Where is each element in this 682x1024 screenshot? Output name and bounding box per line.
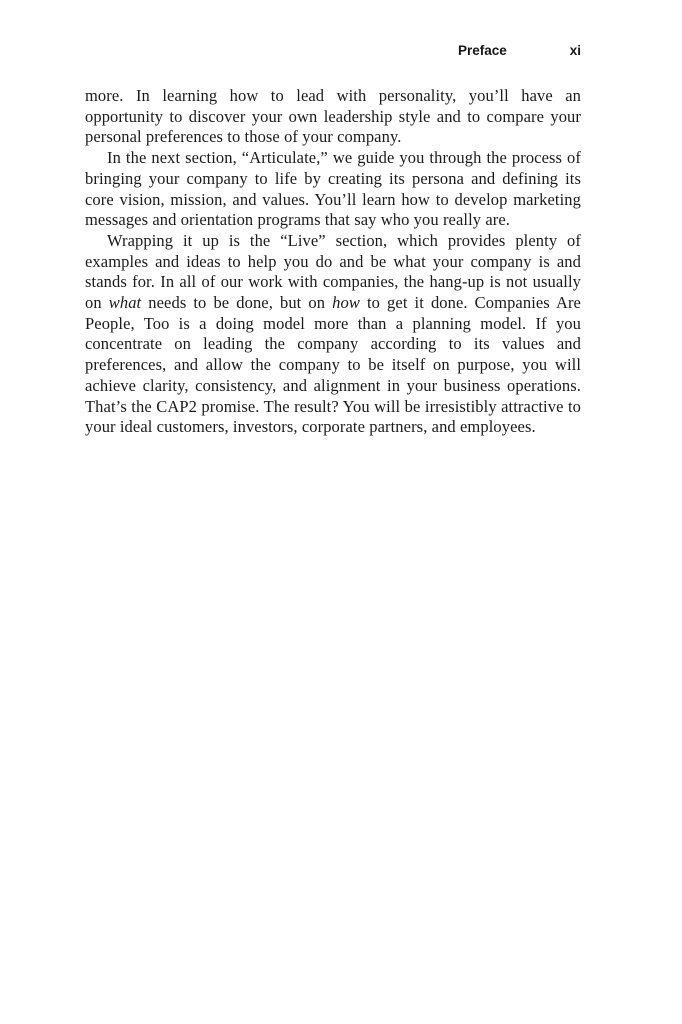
italic-text-run: how [332, 293, 360, 313]
running-head [85, 43, 581, 58]
text-run: In the next section, “Articulate,” we guide you through the process of bringing your company to life by creating its persona and defining its core vision, mission, and values. You’ll learn how to develop marketing messages and orientation programs that say who you really are. [85, 148, 581, 230]
text-run: needs to be done, but on [141, 293, 333, 313]
paragraph [85, 148, 581, 231]
text-run: more. In learning how to lead with personality, you’ll have an opportunity to discover your own leadership style and to compare your personal preferences to those of your company. [85, 86, 581, 147]
text-run: to get it done. Companies Are People, Too is a doing model more than a planning model. If you concentrate on leading the company according to its values and preferences, and allow the company to be itself on purpose, you will achieve clarity, consistency, and alignment in your business operations. That’s the CAP2 promise. The result? You will be irresistibly attractive to your ideal customers, investors, corporate partners, and employees. [85, 293, 581, 437]
paragraph [85, 231, 581, 438]
running-head-title: Preface [457, 43, 507, 58]
body-text [85, 86, 581, 438]
page-number: xi [569, 43, 581, 58]
text-column [85, 43, 581, 438]
text-run: Wrapping it up is the “Live” section, which provides plenty of examples and ideas to help you do and be what your company is and stands for. In all of our work with companies, the hang-up is not usually on [85, 230, 581, 313]
paragraph [85, 86, 581, 148]
italic-text-run: what [108, 293, 142, 313]
